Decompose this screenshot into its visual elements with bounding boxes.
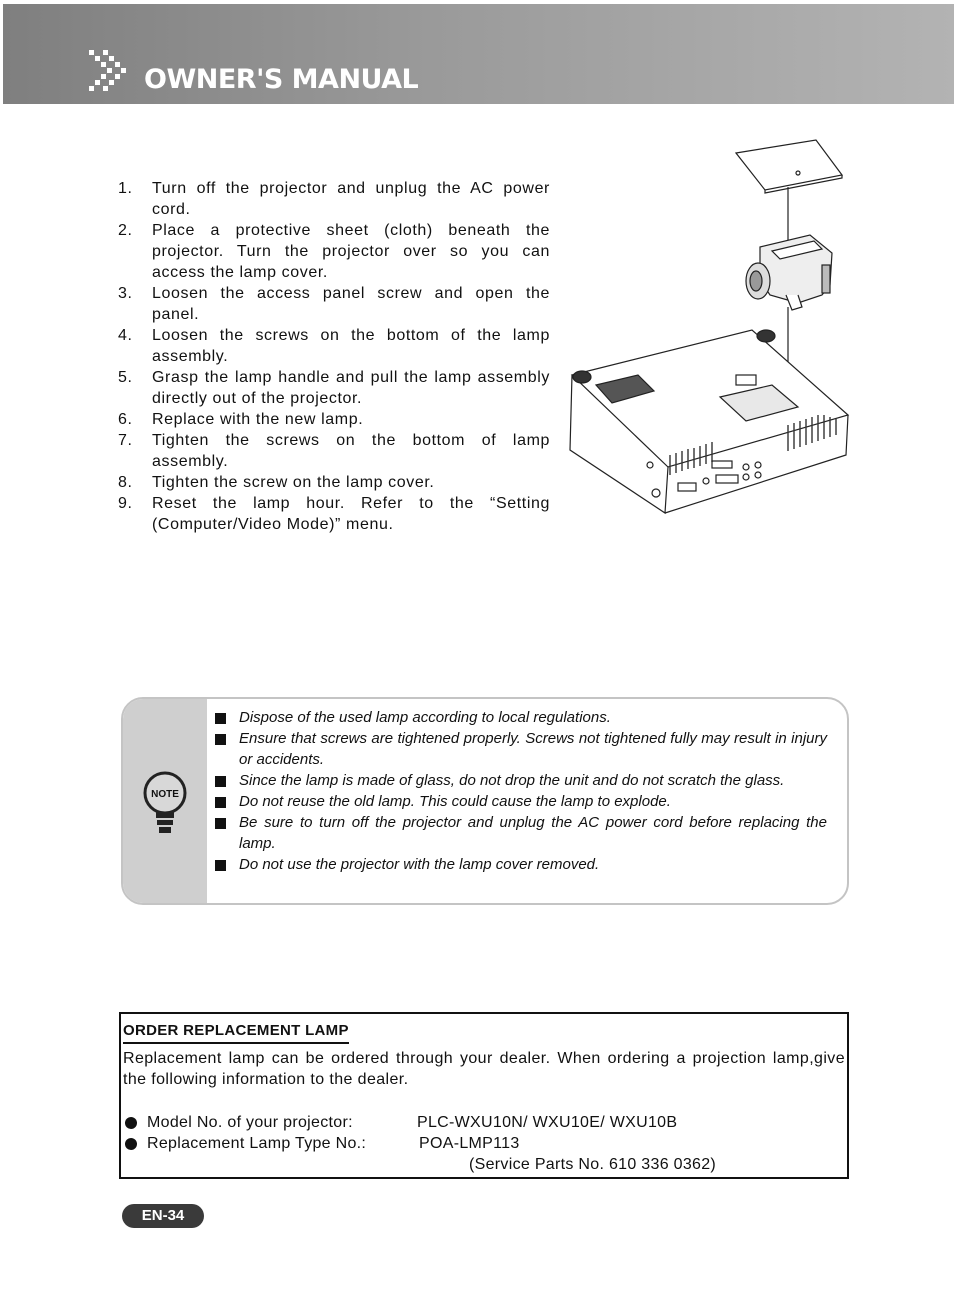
step-item	[118, 367, 550, 409]
note-item	[215, 812, 827, 854]
note-item	[215, 854, 827, 875]
note-list	[215, 707, 827, 875]
square-bullet-icon	[215, 713, 226, 724]
step-text: Turn off the projector and unplug the AC power cord.	[152, 180, 550, 218]
order-title: ORDER REPLACEMENT LAMP	[123, 1022, 349, 1044]
model-label: Model No. of your projector:	[147, 1114, 353, 1131]
model-value: PLC-WXU10N/ WXU10E/ WXU10B	[417, 1114, 678, 1131]
step-item	[118, 430, 550, 472]
note-text: Since the lamp is made of glass, do not drop the unit and do not scratch the glass.	[239, 772, 785, 789]
note-box	[121, 697, 849, 905]
step-number: 7.	[118, 432, 133, 449]
step-item	[118, 472, 550, 493]
note-text: Ensure that screws are tightened properly. Screws not tightened fully may result in injury or accidents.	[239, 730, 827, 768]
step-number: 3.	[118, 285, 133, 302]
step-text: Grasp the lamp handle and pull the lamp assembly directly out of the projector.	[152, 369, 550, 407]
step-number: 6.	[118, 411, 133, 428]
note-text: Do not reuse the old lamp. This could cause the lamp to explode.	[239, 793, 671, 810]
step-number: 5.	[118, 369, 133, 386]
projector-lamp-illustration	[560, 135, 860, 515]
lamp-replacement-steps	[118, 178, 550, 535]
bullet-icon	[125, 1117, 137, 1129]
square-bullet-icon	[215, 797, 226, 808]
step-text: Tighten the screw on the lamp cover.	[152, 474, 435, 491]
step-number: 8.	[118, 474, 133, 491]
lamp-type-value: POA-LMP113	[419, 1135, 520, 1152]
bullet-icon	[125, 1138, 137, 1150]
service-parts-number: (Service Parts No. 610 336 0362)	[469, 1156, 717, 1173]
square-bullet-icon	[215, 776, 226, 787]
lamp-type-row	[123, 1133, 823, 1154]
note-text: Do not use the projector with the lamp cover removed.	[239, 856, 600, 873]
step-number: 9.	[118, 495, 133, 512]
step-number: 1.	[118, 180, 133, 197]
note-item	[215, 770, 827, 791]
page-header	[3, 4, 954, 104]
step-text: Place a protective sheet (cloth) beneath the projector. Turn the projector over so you can access the lamp cover.	[152, 222, 550, 281]
service-parts-row	[123, 1154, 823, 1175]
step-item	[118, 220, 550, 283]
lamp-type-label: Replacement Lamp Type No.:	[147, 1135, 367, 1152]
square-bullet-icon	[215, 734, 226, 745]
page-number: EN-34	[122, 1204, 204, 1228]
step-text: Replace with the new lamp.	[152, 411, 364, 428]
order-description: Replacement lamp can be ordered through your dealer. When ordering a projection lamp,give the following information to the dealer.	[123, 1050, 845, 1088]
note-item	[215, 791, 827, 812]
step-text: Reset the lamp hour. Refer to the “Setting (Computer/Video Mode)” menu.	[152, 495, 550, 533]
note-sidebar	[123, 699, 207, 903]
step-item	[118, 178, 550, 220]
step-number: 2.	[118, 222, 133, 239]
note-icon-label: NOTE	[151, 789, 179, 800]
model-row	[123, 1112, 823, 1133]
step-item	[118, 283, 550, 325]
square-bullet-icon	[215, 818, 226, 829]
step-item	[118, 493, 550, 535]
header-title: OWNER'S MANUAL	[144, 64, 419, 95]
note-item	[215, 707, 827, 728]
square-bullet-icon	[215, 860, 226, 871]
note-text: Dispose of the used lamp according to local regulations.	[239, 709, 611, 726]
double-chevron-icon	[87, 50, 131, 94]
step-text: Loosen the access panel screw and open the panel.	[152, 285, 550, 323]
step-item	[118, 409, 550, 430]
note-text: Be sure to turn off the projector and unplug the AC power cord before replacing the lamp.	[239, 814, 827, 852]
order-replacement-box	[119, 1012, 849, 1179]
note-lightbulb-icon	[139, 769, 191, 839]
step-text: Loosen the screws on the bottom of the lamp assembly.	[152, 327, 550, 365]
step-item	[118, 325, 550, 367]
step-number: 4.	[118, 327, 133, 344]
note-item	[215, 728, 827, 770]
step-text: Tighten the screws on the bottom of lamp assembly.	[152, 432, 550, 470]
